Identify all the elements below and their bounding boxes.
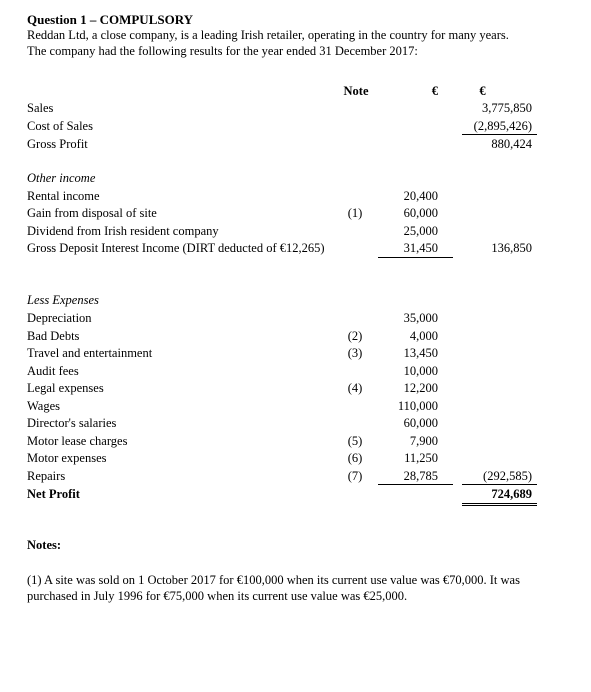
expenses-underline: [378, 484, 453, 485]
motor-expenses-label: Motor expenses: [27, 451, 107, 465]
other-income-total: 136,850: [491, 241, 532, 255]
repairs-value: 28,785: [403, 469, 438, 483]
repairs-label: Repairs: [27, 469, 66, 483]
deposit-interest-label: Gross Deposit Interest Income (DIRT deducted of €12,265): [27, 241, 325, 255]
deposit-interest-value: 31,450: [403, 241, 438, 255]
dividend-label: Dividend from Irish resident company: [27, 224, 219, 238]
travel-value: 13,450: [403, 346, 438, 360]
motor-lease-value: 7,900: [409, 434, 438, 448]
sales-value: 3,775,850: [482, 101, 532, 115]
bad-debts-note: (2): [347, 329, 363, 343]
question-title: Question 1 – COMPULSORY: [27, 12, 194, 27]
motor-lease-note: (5): [347, 434, 363, 448]
travel-label: Travel and entertainment: [27, 346, 153, 360]
dividend-value: 25,000: [403, 224, 438, 238]
intro-line-2: The company had the following results for the year ended 31 December 2017:: [27, 44, 418, 58]
gross-profit-value: 880,424: [491, 137, 532, 151]
wages-value: 110,000: [397, 399, 438, 413]
bad-debts-label: Bad Debts: [27, 329, 80, 343]
motor-expenses-note: (6): [347, 451, 363, 465]
net-profit-label: Net Profit: [27, 487, 80, 501]
depreciation-value: 35,000: [403, 311, 438, 325]
notes-heading: Notes:: [27, 538, 62, 552]
directors-salaries-label: Director's salaries: [27, 416, 117, 430]
expenses-total: (292,585): [483, 469, 532, 483]
audit-fees-value: 10,000: [403, 364, 438, 378]
directors-salaries-value: 60,000: [403, 416, 438, 430]
cost-of-sales-label: Cost of Sales: [27, 119, 93, 133]
other-income-heading: Other income: [27, 171, 96, 185]
bad-debts-value: 4,000: [409, 329, 438, 343]
legal-expenses-value: 12,200: [403, 381, 438, 395]
net-profit-underline-top: [462, 503, 537, 504]
header-col2-currency: €: [479, 84, 486, 98]
header-col1-currency: €: [431, 84, 438, 98]
legal-expenses-label: Legal expenses: [27, 381, 104, 395]
motor-expenses-value: 11,250: [404, 451, 438, 465]
rental-income-value: 20,400: [403, 189, 438, 203]
note-1-text: (1) A site was sold on 1 October 2017 for €100,000 when its current use value was €70,000. It was purchased in July 1996 for €75,000 when its current use value was €25,000.: [27, 573, 520, 603]
gain-disposal-note: (1): [347, 206, 363, 220]
header-note: Note: [343, 84, 369, 98]
intro-line-1: Reddan Ltd, a close company, is a leading Irish retailer, operating in the country for many years.: [27, 28, 509, 42]
travel-note: (3): [347, 346, 363, 360]
cost-of-sales-underline: [462, 134, 537, 135]
other-income-underline: [378, 257, 453, 258]
motor-lease-label: Motor lease charges: [27, 434, 128, 448]
net-profit-value: 724,689: [491, 487, 532, 501]
expenses-heading: Less Expenses: [27, 293, 99, 307]
audit-fees-label: Audit fees: [27, 364, 79, 378]
repairs-note: (7): [347, 469, 363, 483]
gain-disposal-label: Gain from disposal of site: [27, 206, 157, 220]
gain-disposal-value: 60,000: [403, 206, 438, 220]
wages-label: Wages: [27, 399, 61, 413]
net-profit-underline-bottom: [462, 505, 537, 506]
expenses-total-underline: [462, 484, 537, 485]
depreciation-label: Depreciation: [27, 311, 92, 325]
sales-label: Sales: [27, 101, 54, 115]
gross-profit-label: Gross Profit: [27, 137, 88, 151]
cost-of-sales-value: (2,895,426): [473, 119, 532, 133]
legal-expenses-note: (4): [347, 381, 363, 395]
rental-income-label: Rental income: [27, 189, 100, 203]
